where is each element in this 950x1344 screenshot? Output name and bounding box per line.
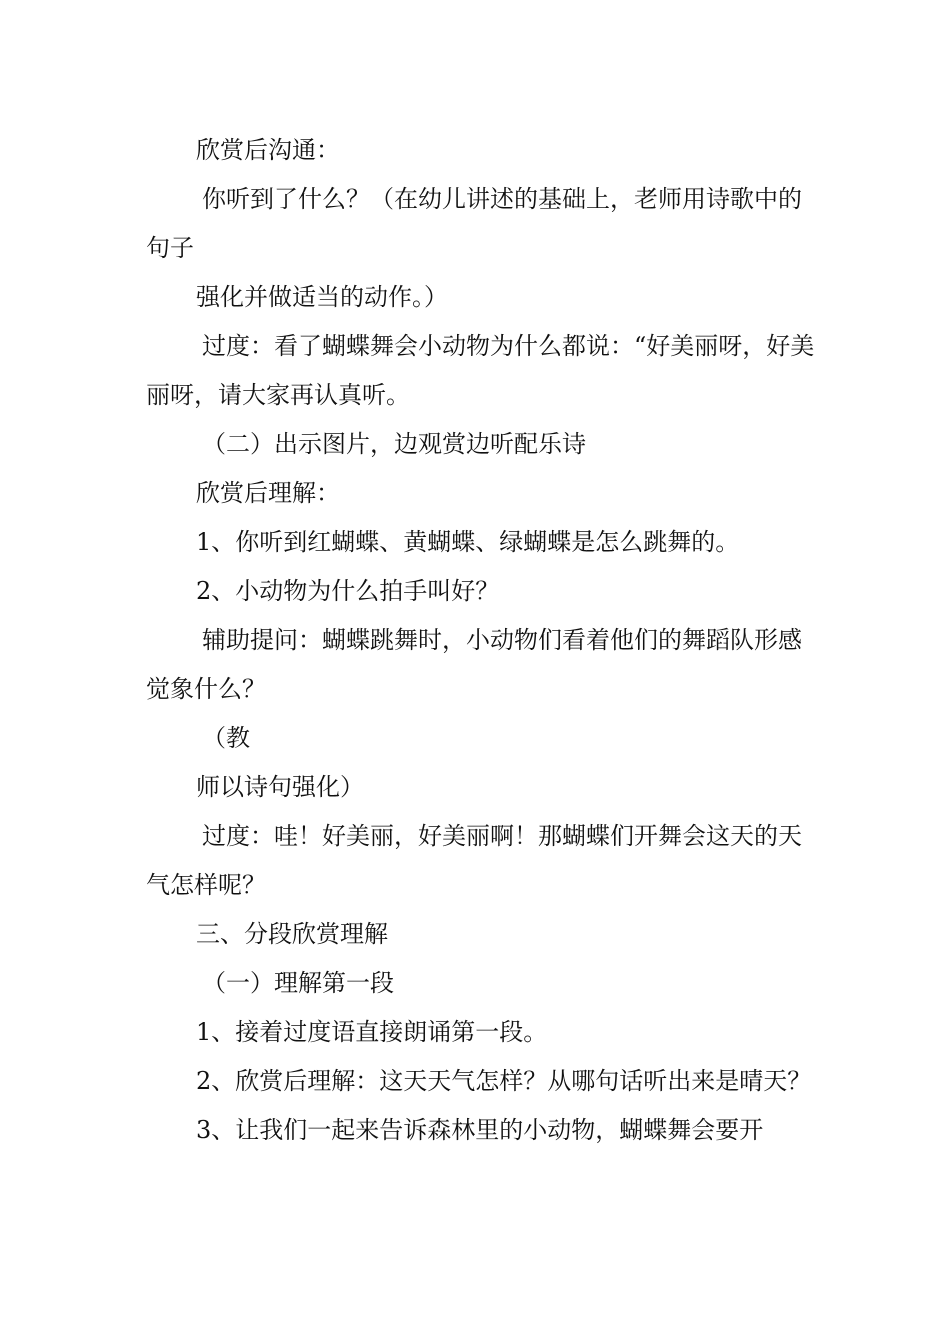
paragraph-2: 你听到了什么？（在幼儿讲述的基础上，老师用诗歌中的句子 <box>146 185 802 262</box>
paragraph-1: 欣赏后沟通： <box>196 136 340 164</box>
paragraph-15: 1、接着过度语直接朗诵第一段。 <box>196 1018 548 1046</box>
paragraph-7: 1、你听到红蝴蝶、黄蝴蝶、绿蝴蝶是怎么跳舞的。 <box>196 528 740 556</box>
paragraph-12: 过度：哇！好美丽，好美丽啊！那蝴蝶们开舞会这天的天气怎样呢？ <box>146 822 802 899</box>
paragraph-3: 强化并做适当的动作。） <box>196 283 448 311</box>
paragraph-14: （一）理解第一段 <box>202 969 394 997</box>
paragraph-4: 过度：看了蝴蝶舞会小动物为什么都说：“好美丽呀，好美丽呀，请大家再认真听。 <box>146 332 815 409</box>
paragraph-6: 欣赏后理解： <box>196 479 340 507</box>
paragraph-11: 师以诗句强化） <box>196 773 364 801</box>
paragraph-8: 2、小动物为什么拍手叫好？ <box>196 577 500 605</box>
paragraph-13: 三、分段欣赏理解 <box>196 920 388 948</box>
paragraph-5: （二）出示图片，边观赏边听配乐诗 <box>202 430 586 458</box>
paragraph-17: 3、让我们一起来告诉森林里的小动物，蝴蝶舞会要开 <box>196 1116 764 1144</box>
paragraph-10: （教 <box>202 724 250 752</box>
document-body <box>146 126 816 1155</box>
paragraph-16: 2、欣赏后理解：这天天气怎样？从哪句话听出来是晴天？ <box>196 1067 812 1095</box>
paragraph-9: 辅助提问：蝴蝶跳舞时，小动物们看着他们的舞蹈队形感觉象什么？ <box>146 626 802 703</box>
